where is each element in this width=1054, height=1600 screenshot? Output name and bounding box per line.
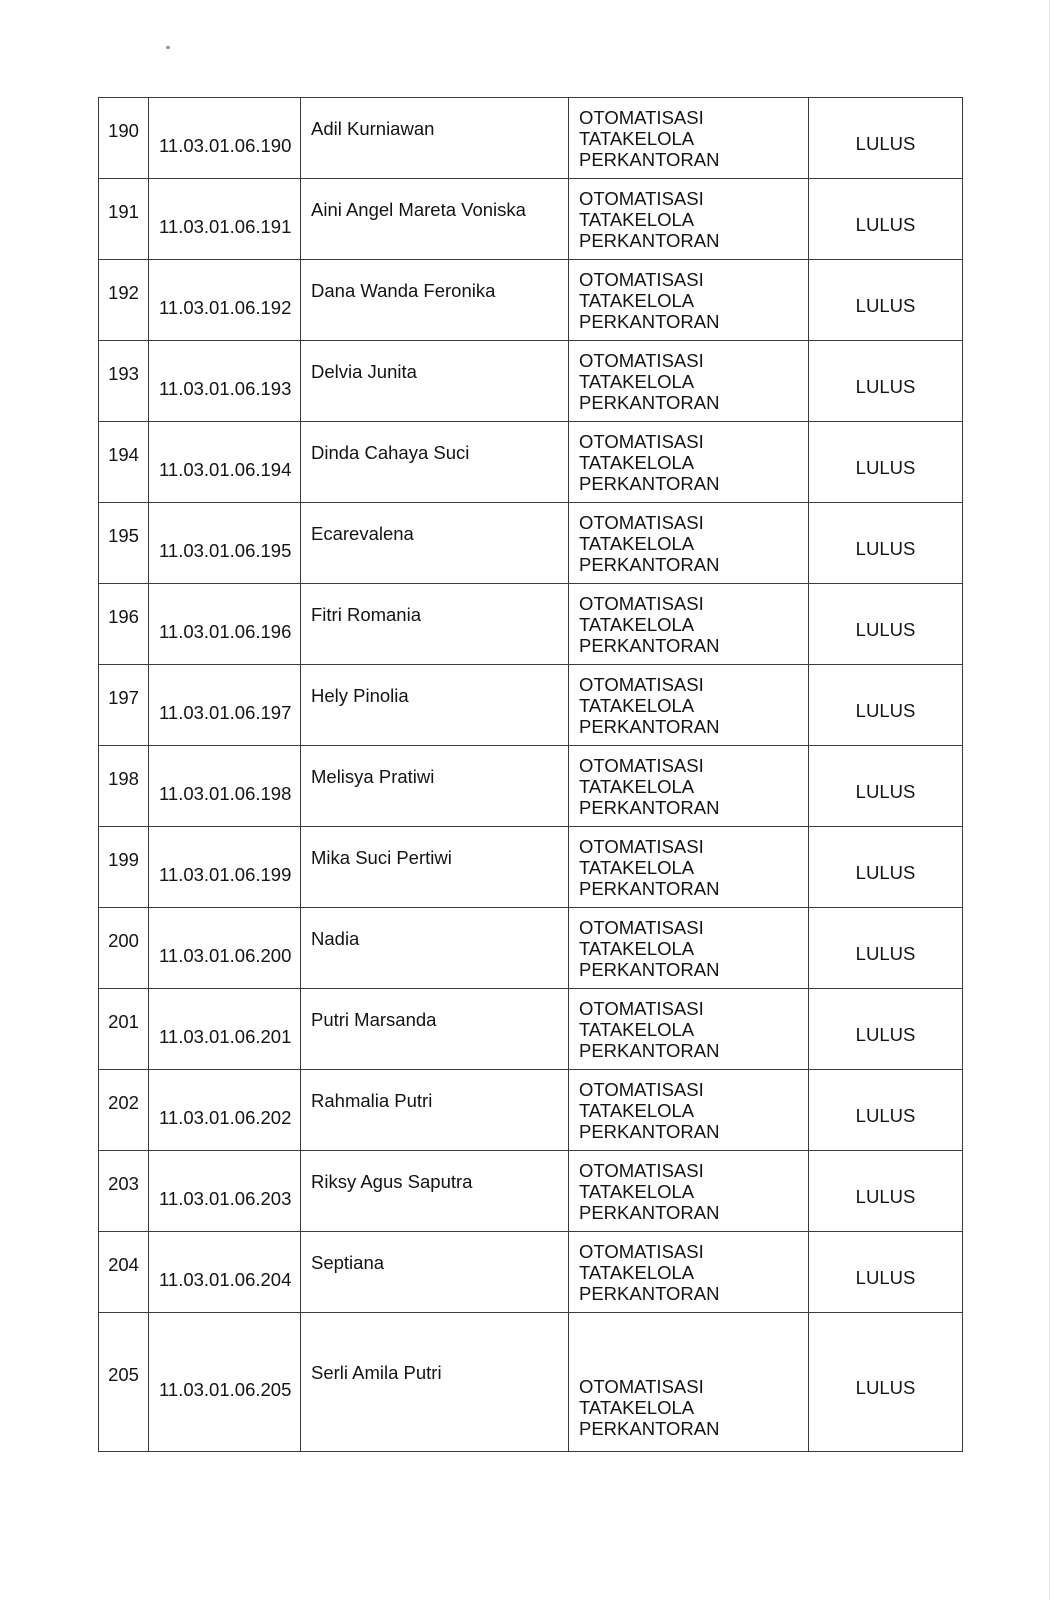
table-row bbox=[99, 1151, 963, 1232]
study-program-line: OTOMATISASI bbox=[579, 430, 704, 452]
row-number: 194 bbox=[99, 422, 149, 503]
table-row bbox=[99, 422, 963, 503]
graduation-status: LULUS bbox=[809, 989, 963, 1070]
study-program-line: OTOMATISASI bbox=[579, 673, 704, 695]
study-program-line: TATAKELOLA bbox=[579, 532, 695, 554]
study-program bbox=[569, 503, 809, 584]
study-program-line: TATAKELOLA bbox=[579, 937, 695, 959]
study-program-line: PERKANTORAN bbox=[579, 1039, 720, 1061]
graduation-status: LULUS bbox=[809, 260, 963, 341]
study-program bbox=[569, 584, 809, 665]
table-row bbox=[99, 260, 963, 341]
study-program-line: PERKANTORAN bbox=[579, 1418, 720, 1439]
row-number: 193 bbox=[99, 341, 149, 422]
row-number: 199 bbox=[99, 827, 149, 908]
study-program bbox=[569, 746, 809, 827]
student-name: Putri Marsanda bbox=[301, 989, 569, 1070]
student-id: 11.03.01.06.204 bbox=[149, 1232, 301, 1313]
student-name: Mika Suci Pertiwi bbox=[301, 827, 569, 908]
study-program-line: OTOMATISASI bbox=[579, 916, 704, 938]
student-id: 11.03.01.06.197 bbox=[149, 665, 301, 746]
study-program-line: OTOMATISASI bbox=[579, 592, 704, 614]
graduation-status: LULUS bbox=[809, 1151, 963, 1232]
study-program-line: OTOMATISASI bbox=[579, 997, 704, 1019]
study-program bbox=[569, 1151, 809, 1232]
study-program-line: TATAKELOLA bbox=[579, 289, 695, 311]
student-name: Ecarevalena bbox=[301, 503, 569, 584]
student-id: 11.03.01.06.200 bbox=[149, 908, 301, 989]
student-id: 11.03.01.06.191 bbox=[149, 179, 301, 260]
row-number: 198 bbox=[99, 746, 149, 827]
study-program bbox=[569, 179, 809, 260]
study-program-line: PERKANTORAN bbox=[579, 310, 720, 332]
table-row bbox=[99, 1232, 963, 1313]
study-program bbox=[569, 1313, 809, 1452]
study-program-line: OTOMATISASI bbox=[579, 1078, 704, 1100]
student-name: Aini Angel Mareta Voniska bbox=[301, 179, 569, 260]
student-name: Melisya Pratiwi bbox=[301, 746, 569, 827]
graduation-status: LULUS bbox=[809, 908, 963, 989]
student-id: 11.03.01.06.190 bbox=[149, 98, 301, 179]
student-id: 11.03.01.06.194 bbox=[149, 422, 301, 503]
table-row bbox=[99, 98, 963, 179]
student-id: 11.03.01.06.202 bbox=[149, 1070, 301, 1151]
study-program-line: OTOMATISASI bbox=[579, 349, 704, 371]
student-id: 11.03.01.06.198 bbox=[149, 746, 301, 827]
study-program bbox=[569, 827, 809, 908]
student-name: Rahmalia Putri bbox=[301, 1070, 569, 1151]
student-name: Delvia Junita bbox=[301, 341, 569, 422]
study-program-line: TATAKELOLA bbox=[579, 1180, 695, 1202]
table-row bbox=[99, 827, 963, 908]
graduation-status: LULUS bbox=[809, 503, 963, 584]
study-program-line: PERKANTORAN bbox=[579, 958, 720, 980]
graduation-status: LULUS bbox=[809, 1232, 963, 1313]
study-program-line: PERKANTORAN bbox=[579, 634, 720, 656]
graduation-status: LULUS bbox=[809, 827, 963, 908]
study-program-line: TATAKELOLA bbox=[579, 613, 695, 635]
row-number: 202 bbox=[99, 1070, 149, 1151]
study-program-line: TATAKELOLA bbox=[579, 1018, 695, 1040]
study-program bbox=[569, 422, 809, 503]
row-number: 192 bbox=[99, 260, 149, 341]
table-body bbox=[99, 98, 963, 1452]
table-row bbox=[99, 584, 963, 665]
study-program-line: TATAKELOLA bbox=[579, 775, 695, 797]
table-row bbox=[99, 179, 963, 260]
study-program bbox=[569, 98, 809, 179]
study-program-line: OTOMATISASI bbox=[579, 106, 704, 128]
scan-speck bbox=[166, 46, 170, 49]
row-number: 190 bbox=[99, 98, 149, 179]
graduation-status: LULUS bbox=[809, 665, 963, 746]
student-name: Nadia bbox=[301, 908, 569, 989]
row-number: 204 bbox=[99, 1232, 149, 1313]
study-program-line: OTOMATISASI bbox=[579, 754, 704, 776]
study-program bbox=[569, 341, 809, 422]
student-name: Serli Amila Putri bbox=[301, 1313, 569, 1452]
study-program-line: PERKANTORAN bbox=[579, 472, 720, 494]
graduation-status: LULUS bbox=[809, 422, 963, 503]
row-number: 197 bbox=[99, 665, 149, 746]
student-id: 11.03.01.06.193 bbox=[149, 341, 301, 422]
student-id: 11.03.01.06.195 bbox=[149, 503, 301, 584]
student-name: Dana Wanda Feronika bbox=[301, 260, 569, 341]
study-program-line: PERKANTORAN bbox=[579, 1120, 720, 1142]
study-program-line: TATAKELOLA bbox=[579, 1261, 695, 1283]
study-program bbox=[569, 1232, 809, 1313]
student-name: Riksy Agus Saputra bbox=[301, 1151, 569, 1232]
table-row bbox=[99, 1313, 963, 1452]
study-program bbox=[569, 665, 809, 746]
student-id: 11.03.01.06.201 bbox=[149, 989, 301, 1070]
study-program-line: TATAKELOLA bbox=[579, 451, 695, 473]
student-id: 11.03.01.06.205 bbox=[149, 1313, 301, 1452]
graduation-status: LULUS bbox=[809, 341, 963, 422]
graduation-status: LULUS bbox=[809, 746, 963, 827]
study-program-line: TATAKELOLA bbox=[579, 208, 695, 230]
table-row bbox=[99, 665, 963, 746]
study-program-line: TATAKELOLA bbox=[579, 370, 695, 392]
study-program-line: OTOMATISASI bbox=[579, 1159, 704, 1181]
graduation-status: LULUS bbox=[809, 98, 963, 179]
row-number: 201 bbox=[99, 989, 149, 1070]
student-name: Septiana bbox=[301, 1232, 569, 1313]
study-program-line: OTOMATISASI bbox=[579, 187, 704, 209]
study-program bbox=[569, 989, 809, 1070]
graduation-status: LULUS bbox=[809, 1313, 963, 1452]
row-number: 203 bbox=[99, 1151, 149, 1232]
table-row bbox=[99, 746, 963, 827]
study-program-line: PERKANTORAN bbox=[579, 1201, 720, 1223]
row-number: 195 bbox=[99, 503, 149, 584]
study-program-line: PERKANTORAN bbox=[579, 148, 720, 170]
study-program-line: TATAKELOLA bbox=[579, 1099, 695, 1121]
graduation-status: LULUS bbox=[809, 584, 963, 665]
graduation-results-table bbox=[98, 97, 963, 1452]
study-program-line: TATAKELOLA bbox=[579, 856, 695, 878]
study-program-line: PERKANTORAN bbox=[579, 796, 720, 818]
table-row bbox=[99, 989, 963, 1070]
study-program-line: PERKANTORAN bbox=[579, 1282, 720, 1304]
row-number: 200 bbox=[99, 908, 149, 989]
study-program-line: OTOMATISASI bbox=[579, 835, 704, 857]
study-program-line: PERKANTORAN bbox=[579, 553, 720, 575]
student-name: Dinda Cahaya Suci bbox=[301, 422, 569, 503]
student-id: 11.03.01.06.199 bbox=[149, 827, 301, 908]
study-program-line: PERKANTORAN bbox=[579, 715, 720, 737]
study-program-line: TATAKELOLA bbox=[579, 1397, 695, 1418]
student-name: Hely Pinolia bbox=[301, 665, 569, 746]
graduation-status: LULUS bbox=[809, 179, 963, 260]
row-number: 191 bbox=[99, 179, 149, 260]
table-row bbox=[99, 908, 963, 989]
study-program bbox=[569, 1070, 809, 1151]
graduation-status: LULUS bbox=[809, 1070, 963, 1151]
study-program-line: OTOMATISASI bbox=[579, 1240, 704, 1262]
table-row bbox=[99, 1070, 963, 1151]
study-program bbox=[569, 260, 809, 341]
page-edge bbox=[1049, 0, 1050, 1600]
study-program-line: PERKANTORAN bbox=[579, 877, 720, 899]
student-name: Adil Kurniawan bbox=[301, 98, 569, 179]
row-number: 196 bbox=[99, 584, 149, 665]
study-program-line: PERKANTORAN bbox=[579, 391, 720, 413]
student-name: Fitri Romania bbox=[301, 584, 569, 665]
study-program-line: TATAKELOLA bbox=[579, 694, 695, 716]
study-program-line: OTOMATISASI bbox=[579, 268, 704, 290]
row-number: 205 bbox=[99, 1313, 149, 1452]
study-program-line: TATAKELOLA bbox=[579, 127, 695, 149]
study-program-line: OTOMATISASI bbox=[579, 511, 704, 533]
study-program-line: OTOMATISASI bbox=[579, 1376, 704, 1397]
study-program bbox=[569, 908, 809, 989]
student-id: 11.03.01.06.196 bbox=[149, 584, 301, 665]
student-id: 11.03.01.06.203 bbox=[149, 1151, 301, 1232]
table-row bbox=[99, 341, 963, 422]
table-row bbox=[99, 503, 963, 584]
student-id: 11.03.01.06.192 bbox=[149, 260, 301, 341]
study-program-line: PERKANTORAN bbox=[579, 229, 720, 251]
